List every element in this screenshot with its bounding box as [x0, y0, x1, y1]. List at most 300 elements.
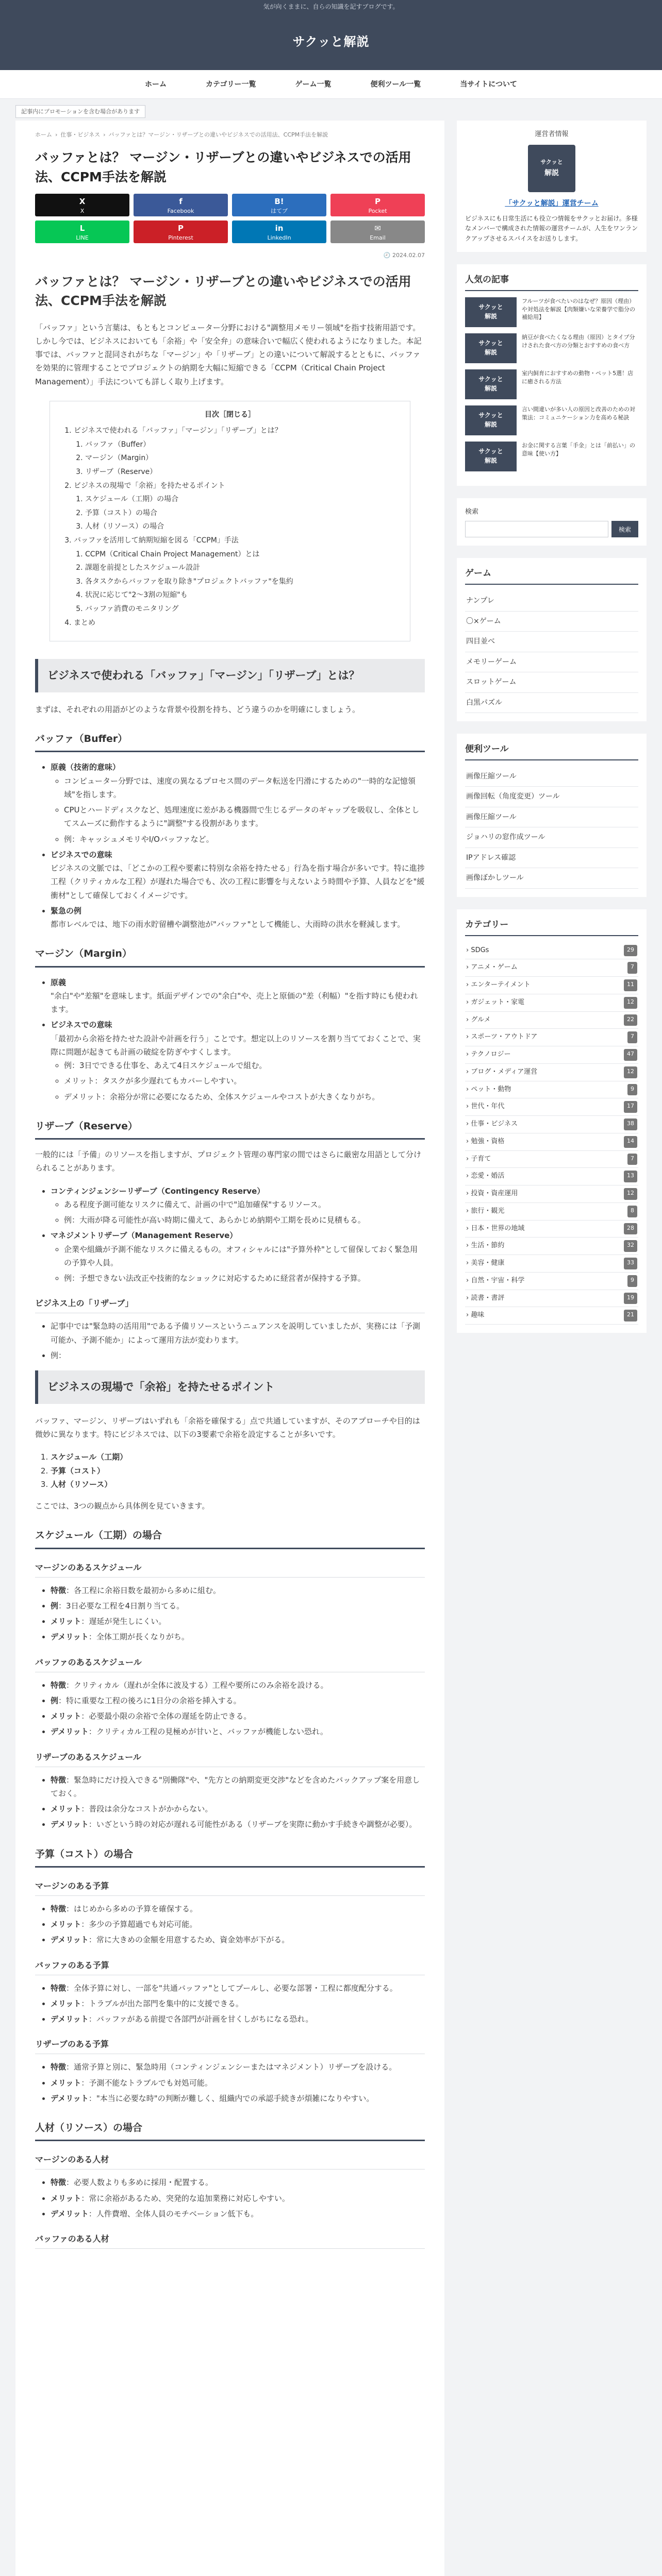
- row-separator: ：: [66, 1680, 74, 1690]
- popular-thumb-top: サクッと: [478, 448, 503, 455]
- term-sublist: [51, 1198, 425, 1227]
- block-heading: バッファのある人材: [35, 2232, 425, 2249]
- category-item[interactable]: [465, 1151, 638, 1168]
- category-link[interactable]: [466, 1258, 504, 1269]
- row-label: メリット: [51, 2193, 81, 2203]
- block-list: [35, 1902, 425, 1947]
- chevron-right-icon: ›: [466, 1259, 471, 1267]
- category-name[interactable]: アニメ・ゲーム: [471, 963, 518, 972]
- category-count-badge: 11: [624, 979, 637, 991]
- category-item[interactable]: [465, 1012, 638, 1029]
- category-link[interactable]: [466, 1101, 504, 1113]
- site-title[interactable]: サクッと解説: [292, 35, 370, 49]
- category-item[interactable]: [465, 1290, 638, 1308]
- category-name[interactable]: 仕事・ビジネス: [471, 1120, 518, 1128]
- share-icon: f: [179, 197, 183, 207]
- row-label: 特徴: [51, 1983, 67, 1993]
- share-button-pocket[interactable]: [330, 194, 425, 216]
- category-link[interactable]: [466, 945, 489, 957]
- toc-item[interactable]: [74, 534, 395, 616]
- share-button-x[interactable]: [35, 194, 129, 216]
- chevron-right-icon: ›: [466, 1224, 471, 1232]
- row-text: 特に重要な工程の後ろに1日分の余裕を挿入する。: [66, 1696, 241, 1705]
- chevron-right-icon: ›: [466, 1067, 471, 1076]
- category-item[interactable]: [465, 1133, 638, 1151]
- row-separator: ：: [81, 1711, 89, 1721]
- term-label: マネジメントリザーブ（Management Reserve）: [51, 1231, 238, 1241]
- list-item: [51, 976, 425, 1016]
- category-link[interactable]: [466, 997, 524, 1009]
- game-link[interactable]: ナンプレ: [465, 591, 638, 612]
- category-item[interactable]: [465, 1116, 638, 1133]
- category-count-badge: 29: [624, 945, 637, 957]
- category-item[interactable]: [465, 1255, 638, 1273]
- chevron-right-icon: ›: [466, 998, 471, 1006]
- category-link[interactable]: [466, 1136, 504, 1148]
- row-text: 常に余裕があるため、突発的な追加業務に対応しやすい。: [89, 2193, 290, 2203]
- popular-item[interactable]: [465, 333, 638, 363]
- row-label: 特徴: [51, 2062, 67, 2072]
- share-button-はてブ[interactable]: [232, 194, 326, 216]
- author-name-link[interactable]: 「サクッと解説」運営チーム: [505, 199, 599, 208]
- category-item[interactable]: [465, 1307, 638, 1325]
- section-heading-terms: ビジネスで使われる「バッファ」「マージン」「リザーブ」とは？: [35, 659, 425, 692]
- category-link[interactable]: [466, 962, 518, 974]
- tools-list: [465, 767, 638, 889]
- popular-thumb[interactable]: [465, 405, 517, 435]
- chevron-right-icon: ›: [466, 946, 471, 954]
- category-name[interactable]: グルメ: [471, 1015, 491, 1024]
- list-item: [51, 1630, 425, 1643]
- term-text: "余白"や"差額"を意味します。紙面デザインでの"余白"や、売上と原価の"差（利幅）"を指す時にも使われます。: [51, 991, 418, 1014]
- subheading-buffer: バッファ（Buffer）: [35, 731, 425, 752]
- author-avatar: [528, 145, 575, 192]
- popular-title: 人気の記事: [465, 273, 638, 291]
- popular-title-link[interactable]: 納豆が食べたくなる理由（原因）とタイプ分けされた食べ方の分類とおすすめの食べ方: [522, 333, 635, 349]
- popular-thumb[interactable]: [465, 442, 517, 471]
- category-item[interactable]: [465, 1203, 638, 1221]
- element-item: [51, 1450, 425, 1464]
- share-label: Pinterest: [168, 234, 193, 242]
- list-item: • 記事中では"緊急時の活用用"である予備リソースというニュアンスを説明していましたが、実務には「予測可能か、予測不能か」によって運用方法が変わります。: [51, 1319, 425, 1347]
- tool-link[interactable]: 画像圧縮ツール: [465, 807, 638, 828]
- game-link[interactable]: スロットゲーム: [465, 672, 638, 693]
- row-separator: ：: [66, 1983, 74, 1993]
- popular-item[interactable]: [465, 369, 638, 399]
- toc-subitem[interactable]: 3. リザーブ（Reserve）: [85, 465, 395, 479]
- search-button[interactable]: 検索: [611, 521, 638, 537]
- category-link[interactable]: [466, 1223, 524, 1235]
- author-avatar-bottom: 解説: [544, 169, 559, 178]
- toc-item[interactable]: [74, 479, 395, 534]
- share-button-line[interactable]: [35, 221, 129, 243]
- category-count-badge: 7: [627, 1031, 637, 1043]
- category-item[interactable]: [465, 977, 638, 994]
- block-list: [35, 1981, 425, 2026]
- category-name[interactable]: ガジェット・家電: [471, 998, 525, 1006]
- category-item[interactable]: [465, 1185, 638, 1203]
- row-separator: ：: [81, 2193, 89, 2203]
- intro-heading: バッファとは？ マージン・リザーブとの違いやビジネスでの活用法、CCPM手法を解説: [35, 274, 411, 308]
- three-lead: ここでは、3つの観点から具体例を見ていきます。: [35, 1501, 210, 1511]
- category-item[interactable]: [465, 1238, 638, 1255]
- nav-item[interactable]: 便利ツール一覧: [370, 80, 421, 89]
- list-item: [51, 2207, 425, 2221]
- toc-subitem[interactable]: 3. 各タスクからバッファを取り除き"プロジェクトバッファ"を集約: [85, 575, 395, 589]
- row-text: 遅延が発生しにくい。: [89, 1617, 167, 1626]
- popular-title-link[interactable]: フルーツが食べたいのはなぜ？原因（理由）や対処法を解説【肉類嫌いな栄養学で脂分の補給用】: [522, 297, 635, 321]
- block-list: [35, 1773, 425, 1832]
- popular-item[interactable]: [465, 442, 638, 471]
- list-item: [51, 1802, 425, 1816]
- category-name[interactable]: 日本・世界の地域: [471, 1224, 525, 1232]
- chevron-right-icon: ›: [466, 1085, 471, 1093]
- tool-link[interactable]: IPアドレス確認: [465, 848, 638, 869]
- toc-item[interactable]: [74, 616, 395, 630]
- row-text: 緊急時にだけ投入できる"別働隊"や、"先方との納期変更交渉"などを含めたバックアップ案を用意しておく。: [51, 1775, 420, 1798]
- category-name[interactable]: 恋愛・婚活: [471, 1172, 505, 1180]
- tool-link[interactable]: 画像回転（角度変更）ツール: [465, 787, 638, 807]
- list-item: [51, 760, 425, 846]
- row-label: デメリット: [51, 2014, 89, 2024]
- list-item: ◦ 例：キャッシュメモリやI/Oバッファなど。: [64, 833, 425, 846]
- category-item[interactable]: [465, 1029, 638, 1046]
- toc-subitem[interactable]: 2. 予算（コスト）の場合: [85, 506, 395, 520]
- game-link[interactable]: メモリーゲーム: [465, 652, 638, 673]
- block-heading: マージンのあるスケジュール: [35, 1561, 425, 1578]
- category-link[interactable]: [466, 1066, 537, 1078]
- share-button-facebook[interactable]: [134, 194, 228, 216]
- popular-thumb[interactable]: [465, 297, 517, 327]
- toc-sublist: [74, 438, 395, 479]
- term-label: ビジネスでの意味: [51, 1020, 112, 1030]
- chevron-right-icon: ›: [466, 1033, 471, 1041]
- row-separator: ：: [88, 1727, 96, 1737]
- post-date-text: 2024.02.07: [392, 252, 425, 259]
- category-count-badge: 12: [624, 1066, 637, 1078]
- nav-item[interactable]: 当サイトについて: [460, 80, 517, 89]
- popular-thumb-top: サクッと: [478, 376, 503, 383]
- row-separator: ：: [88, 1935, 96, 1945]
- list-item: [51, 1981, 425, 1995]
- block-list: [35, 2176, 425, 2221]
- row-separator: ：: [88, 2014, 96, 2024]
- share-label: X: [80, 208, 85, 215]
- group-heading: 人材（リソース）の場合: [35, 2120, 425, 2141]
- category-count-badge: 32: [624, 1240, 637, 1252]
- category-name[interactable]: 子育て: [471, 1155, 491, 1163]
- group-heading: スケジュール（工期）の場合: [35, 1527, 425, 1549]
- breadcrumb-item[interactable]: 仕事・ビジネス: [60, 131, 101, 138]
- share-button-pinterest[interactable]: [134, 221, 228, 243]
- share-label: LinkedIn: [267, 234, 291, 242]
- chevron-right-icon: ›: [466, 1155, 471, 1163]
- category-link[interactable]: [466, 1240, 504, 1252]
- share-icon: P: [178, 224, 184, 233]
- category-item[interactable]: [465, 1081, 638, 1099]
- share-label: Email: [370, 234, 386, 242]
- list-item: ◦ メリット：タスクが多少遅れてもカバーしやすい。: [64, 1074, 425, 1088]
- tool-link[interactable]: 画像圧縮ツール: [465, 767, 638, 787]
- block-heading: リザーブのある予算: [35, 2037, 425, 2054]
- row-label: メリット: [51, 1711, 81, 1721]
- site-header: [0, 13, 662, 70]
- popular-thumb[interactable]: [465, 369, 517, 399]
- search-input[interactable]: [465, 521, 608, 537]
- toc-subitem[interactable]: 1. CCPM（Critical Chain Project Management）とは: [85, 548, 395, 562]
- chevron-right-icon: ›: [466, 1190, 471, 1198]
- toc-link[interactable]: まとめ: [74, 618, 95, 627]
- popular-title-link[interactable]: 言い間違いが多い人の原因と改善のための対策法：コミュニケーション力を高める秘訣: [522, 405, 635, 421]
- list-item: ◦ 例：予想できない法改正や技術的なショックに対応するために経営者が保持する予算。: [64, 1272, 425, 1285]
- list-item: [51, 2076, 425, 2090]
- toc-subitem[interactable]: 1. スケジュール（工期）の場合: [85, 493, 395, 506]
- list-item: [51, 1018, 425, 1104]
- global-nav: [0, 70, 662, 99]
- toc-link[interactable]: バッファを活用して納期短縮を図る「CCPM」手法: [74, 536, 239, 545]
- list-item: ◦ 例：3日でできる仕事を、あえて4日スケジュールで組む。: [64, 1059, 425, 1072]
- toc-subitem[interactable]: 1. バッファ（Buffer）: [85, 438, 395, 452]
- category-count-badge: 7: [627, 1154, 637, 1165]
- row-separator: ：: [58, 1601, 67, 1611]
- row-label: デメリット: [51, 2209, 89, 2218]
- popular-thumb-top: サクッと: [478, 412, 503, 419]
- category-name[interactable]: テクノロジー: [471, 1050, 511, 1059]
- tools-widget: [457, 734, 647, 897]
- popular-title-link[interactable]: お金に関する言葉「手金」とは「前払い」の意味【使い方】: [522, 442, 635, 457]
- category-item[interactable]: [465, 1046, 638, 1064]
- chevron-right-icon: ›: [466, 1120, 471, 1128]
- popular-item[interactable]: [465, 297, 638, 327]
- list-item: [51, 2192, 425, 2205]
- category-link[interactable]: [466, 1118, 518, 1130]
- toc-subitem[interactable]: 4. 状況に応じて"2〜3割の短縮"も: [85, 588, 395, 602]
- category-link[interactable]: [466, 979, 531, 991]
- category-name[interactable]: 自然・宇宙・科学: [471, 1276, 525, 1284]
- category-item[interactable]: [465, 1221, 638, 1238]
- block-list: [35, 1679, 425, 1739]
- category-item[interactable]: [465, 994, 638, 1012]
- author-avatar-top: サクッと: [540, 158, 563, 165]
- category-item[interactable]: [465, 1273, 638, 1290]
- row-separator: ：: [81, 1998, 89, 2008]
- article-title: バッファとは？ マージン・リザーブとの違いやビジネスでの活用法、CCPM手法を解説: [35, 150, 411, 184]
- site-tagline: 気が向くままに、自らの知識を記すブログです。: [0, 0, 662, 13]
- row-label: デメリット: [51, 1632, 89, 1642]
- category-name[interactable]: 旅行・観光: [471, 1207, 505, 1215]
- category-link[interactable]: [466, 1206, 504, 1217]
- share-button-linkedin[interactable]: [232, 221, 326, 243]
- category-link[interactable]: [466, 1154, 491, 1165]
- block-list: [35, 1584, 425, 1644]
- buffer-list: [35, 760, 425, 931]
- game-link[interactable]: 四目並べ: [465, 632, 638, 652]
- nav-item[interactable]: カテゴリー一覧: [206, 80, 256, 89]
- share-icon: B!: [274, 197, 284, 207]
- element-label: 予算（コスト）: [51, 1466, 105, 1476]
- row-text: 各工程に余裕日数を最初から多めに組む。: [74, 1585, 221, 1595]
- toc-subitem[interactable]: 2. 課題を前提としたスケジュール設計: [85, 561, 395, 575]
- chevron-right-icon: ›: [466, 1172, 471, 1180]
- category-link[interactable]: [466, 1171, 504, 1182]
- list-item: • 例：: [51, 1349, 425, 1362]
- toc-link[interactable]: ビジネスで使われる「バッファ」「マージン」「リザーブ」とは？: [74, 427, 282, 435]
- games-list: [465, 591, 638, 713]
- author-widget-label: 運営者情報: [535, 130, 569, 138]
- section-lead: まずは、それぞれの用語がどのような背景や役割を持ち、どう違うのかを明確にしましょう。: [35, 704, 360, 714]
- row-separator: ：: [88, 2093, 96, 2103]
- list-item: [51, 1599, 425, 1613]
- category-count-badge: 8: [627, 1206, 637, 1217]
- category-item[interactable]: [465, 942, 638, 960]
- row-text: バッファがある前提で各部門が計画を甘くしがちになる恐れ。: [96, 2014, 313, 2024]
- popular-thumb-bottom: 解説: [484, 312, 497, 320]
- breadcrumb: [35, 130, 425, 140]
- toc-sublist: [74, 493, 395, 534]
- list-item: ◦ CPUとハードディスクなど、処理速度に差がある機器間で生じるデータのギャップを吸収し、全体としてスムーズに動作するように"調整"する役割があります。: [64, 803, 425, 831]
- row-text: 通常予算と別に、緊急時用（コンティンジェンシーまたはマネジメント）リザーブを設ける。: [74, 2062, 397, 2072]
- tool-link[interactable]: ジョハリの窓作成ツール: [465, 827, 638, 848]
- term-sublist: [51, 774, 425, 846]
- category-name[interactable]: 世代・年代: [471, 1103, 505, 1111]
- element-label: 人材（リソース）: [51, 1479, 112, 1489]
- popular-thumb[interactable]: [465, 333, 517, 363]
- category-name[interactable]: 美容・健康: [471, 1259, 505, 1267]
- row-text: 多少の予算超過でも対応可能。: [89, 1920, 197, 1929]
- row-text: "本当に必要な時"の判断が難しく、組織内での承認手続きが煩雑になりやすい。: [96, 2093, 374, 2103]
- breadcrumb-item[interactable]: ホーム: [35, 131, 52, 138]
- list-item: [51, 1918, 425, 1931]
- category-name[interactable]: 投資・資産運用: [471, 1190, 518, 1198]
- row-separator: ：: [66, 1585, 74, 1595]
- toc-subitem[interactable]: 5. バッファ消費のモニタリング: [85, 602, 395, 616]
- list-item: ◦ 例：大雨が降る可能性が高い時期に備えて、あらかじめ納期や工期を長めに見積もる。: [64, 1213, 425, 1227]
- category-link[interactable]: [466, 1049, 511, 1061]
- promotion-notice: 記事内にプロモーションを含む場合があります: [15, 105, 145, 118]
- term-label: 原義: [51, 977, 67, 987]
- term-sublist: [51, 1059, 425, 1104]
- row-label: 特徴: [51, 1775, 67, 1785]
- category-link[interactable]: [466, 1014, 491, 1026]
- row-label: 特徴: [51, 2178, 67, 2188]
- row-separator: ：: [88, 1820, 96, 1829]
- term-label: 原義（技術的意味）: [51, 762, 121, 772]
- author-description: ビジネスにも日常生活にも役立つ情報をサクッとお届け。多様なメンバーで構成された情報の運営チームが、人生をワンランクアップさせるスパイスをお送りします。: [465, 215, 638, 242]
- chevron-right-icon: ›: [466, 1311, 471, 1319]
- category-count-badge: 12: [624, 1188, 637, 1200]
- category-link[interactable]: [466, 1031, 537, 1043]
- row-separator: ：: [81, 1617, 89, 1626]
- category-count-badge: 14: [624, 1136, 637, 1148]
- row-separator: ：: [66, 1904, 74, 1913]
- category-count-badge: 21: [624, 1310, 637, 1321]
- popular-title-link[interactable]: 室内飼育におすすめの動物・ペット5選！店に癒される方法: [522, 369, 634, 385]
- game-link[interactable]: 〇×ゲーム: [465, 612, 638, 632]
- toc-subitem[interactable]: 2. マージン（Margin）: [85, 451, 395, 465]
- category-link[interactable]: [466, 1310, 484, 1321]
- category-count-badge: 33: [624, 1258, 637, 1269]
- row-text: 3日必要な工程を4日割り当てる。: [66, 1601, 185, 1611]
- row-text: はじめから多めの予算を確保する。: [74, 1904, 198, 1913]
- share-label: LINE: [76, 234, 89, 242]
- category-name[interactable]: 読書・書評: [471, 1294, 505, 1302]
- category-link[interactable]: [466, 1084, 511, 1096]
- row-separator: ：: [66, 2062, 74, 2072]
- toc-sublist: [74, 548, 395, 616]
- popular-thumb-top: サクッと: [478, 340, 503, 347]
- category-name[interactable]: スポーツ・アウトドア: [471, 1033, 538, 1041]
- row-text: 全体予算に対し、一部を"共通バッファ"としてプールし、必要な部署・工程に都度配分する。: [74, 1983, 398, 1993]
- row-label: 特徴: [51, 1585, 67, 1595]
- term-text: ビジネスの文脈では、「どこかの工程や要素に特別な余裕を持たせる」行為を指す場合が多いです。特に進捗工程（クリティカルな工程）が遅れた場合でも、次の工程に影響を与えないよう時間や予算、人員などを"緩衝材"として確保しておくイメージです。: [51, 863, 425, 900]
- row-label: メリット: [51, 1804, 81, 1814]
- tool-link[interactable]: 画像ぼかしツール: [465, 868, 638, 889]
- category-link[interactable]: [466, 1275, 524, 1287]
- chevron-right-icon: ›: [466, 1207, 471, 1215]
- nav-item[interactable]: ゲーム一覧: [295, 80, 332, 89]
- list-item: [51, 1725, 425, 1738]
- category-name[interactable]: SDGs: [471, 946, 489, 954]
- toc-link[interactable]: ビジネスの現場で「余裕」を持たせるポイント: [74, 481, 225, 490]
- toc-item[interactable]: [74, 424, 395, 479]
- chevron-right-icon: ›: [466, 981, 471, 989]
- share-icon: in: [275, 224, 284, 233]
- row-separator: ：: [66, 1775, 74, 1785]
- three-elements-list: [35, 1450, 425, 1491]
- category-name[interactable]: ブログ・メディア運営: [471, 1067, 538, 1076]
- category-name[interactable]: 趣味: [471, 1311, 485, 1319]
- category-name[interactable]: 生活・節約: [471, 1242, 505, 1250]
- chevron-right-icon: ›: [466, 1103, 471, 1111]
- list-item: [51, 1584, 425, 1597]
- game-link[interactable]: 白黒パズル: [465, 693, 638, 714]
- popular-item[interactable]: [465, 405, 638, 435]
- chevron-right-icon: ›: [466, 963, 471, 972]
- row-text: 全体工期が長くなりがち。: [96, 1632, 189, 1642]
- row-separator: ：: [88, 2209, 96, 2218]
- row-text: 普段は余分なコストがかからない。: [89, 1804, 213, 1814]
- list-item: [51, 2012, 425, 2026]
- popular-thumb-bottom: 解説: [484, 348, 497, 356]
- category-name[interactable]: ペット・動物: [471, 1085, 511, 1093]
- category-item[interactable]: [465, 959, 638, 977]
- category-count-badge: 9: [627, 1084, 637, 1096]
- category-item[interactable]: [465, 1098, 638, 1116]
- category-link[interactable]: [466, 1293, 504, 1304]
- reserve-business-list: [35, 1319, 425, 1362]
- row-label: 特徴: [51, 1680, 67, 1690]
- breadcrumb-item: バッファとは？マージン・リザーブとの違いやビジネスでの活用法、CCPM手法を解説: [108, 131, 328, 138]
- games-widget: [457, 558, 647, 721]
- category-item[interactable]: [465, 1064, 638, 1081]
- toc-title[interactable]: 目次［閉じる］: [205, 410, 255, 419]
- category-item[interactable]: [465, 1168, 638, 1185]
- share-button-email[interactable]: [330, 221, 425, 243]
- toc-subitem[interactable]: 3. 人材（リソース）の場合: [85, 520, 395, 534]
- row-label: メリット: [51, 1617, 81, 1626]
- list-item: [51, 1229, 425, 1285]
- category-link[interactable]: [466, 1188, 518, 1200]
- category-name[interactable]: エンターテイメント: [471, 981, 531, 989]
- share-icon: L: [79, 224, 85, 233]
- term-label: ビジネスでの意味: [51, 850, 112, 859]
- nav-item[interactable]: ホーム: [145, 80, 167, 89]
- share-buttons: [35, 194, 425, 243]
- list-item: ◦ 企業や組織が予測不能なリスクに備えるもの。オフィシャルには"予算外枠"として留保しておく緊急用の予算や人員。: [64, 1243, 425, 1270]
- category-name[interactable]: 勉強・資格: [471, 1137, 505, 1145]
- list-item: [51, 1997, 425, 2010]
- term-text: 都市レベルでは、地下の雨水貯留槽や調整池が"バッファ"として機能し、大雨時の洪水を軽減します。: [51, 920, 405, 929]
